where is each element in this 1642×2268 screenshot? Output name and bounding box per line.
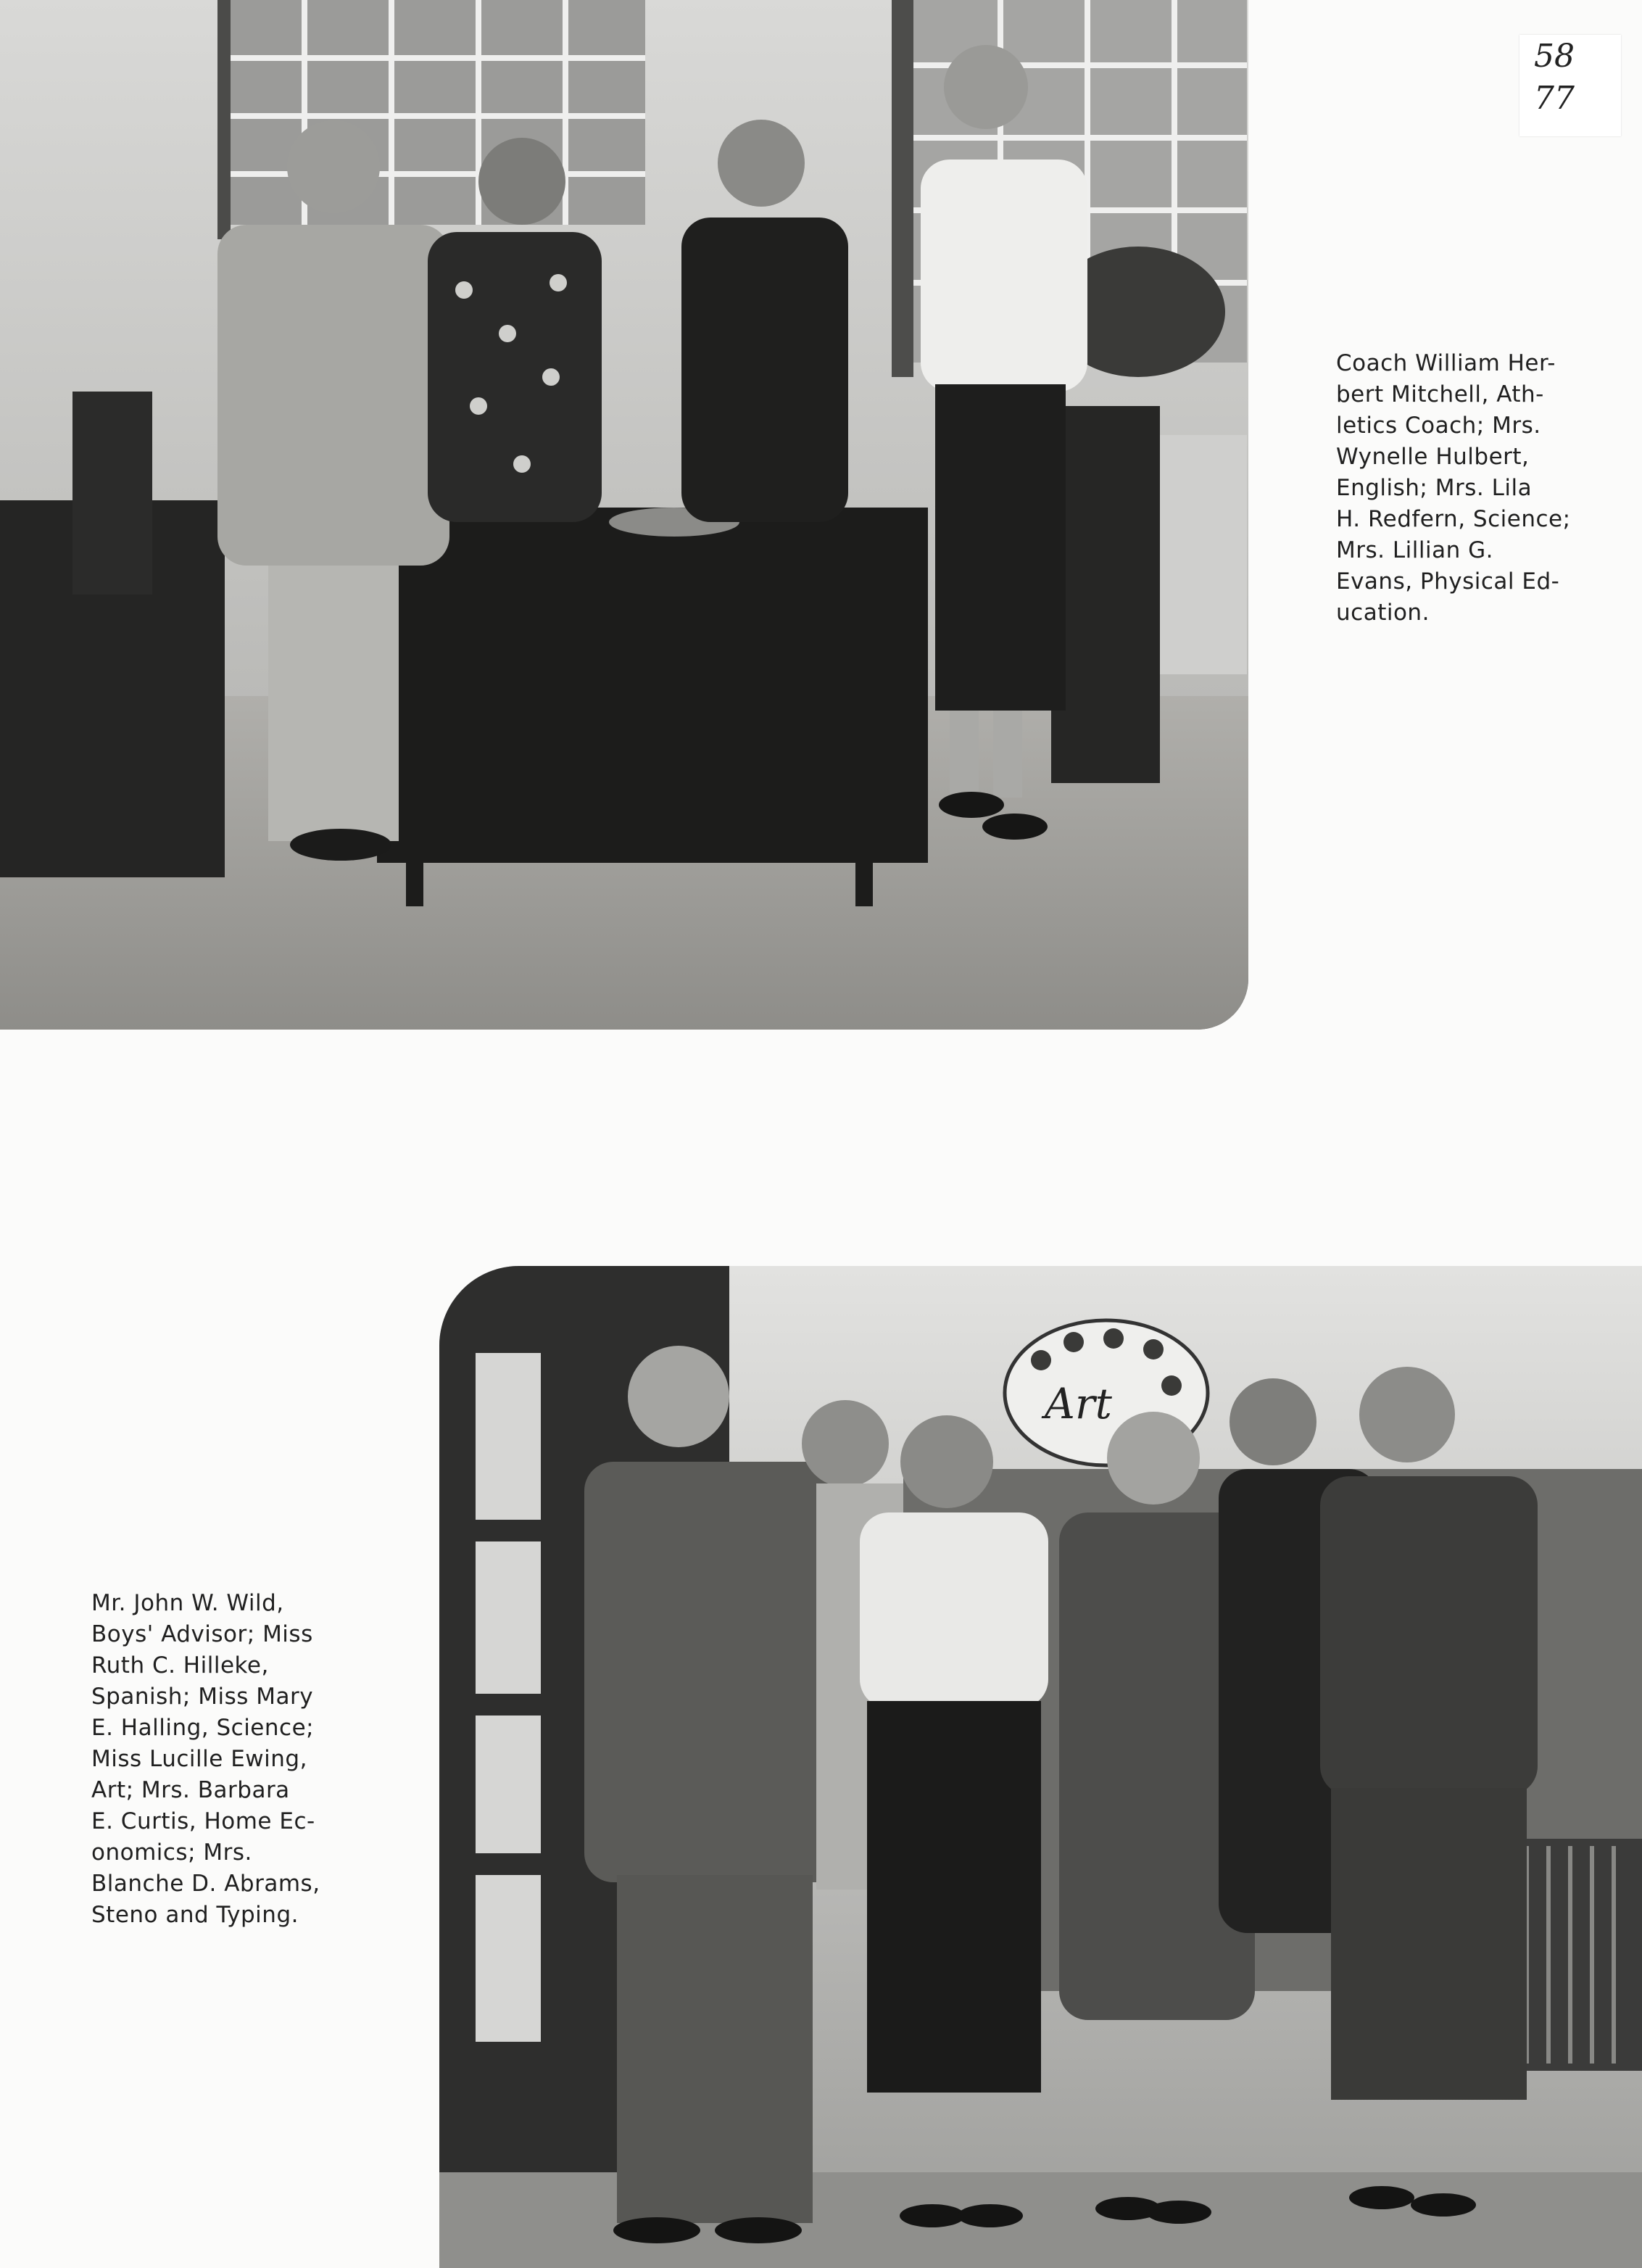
- page-note-line-1: 58: [1534, 38, 1575, 75]
- caption-line: Steno and Typing.: [91, 1902, 299, 1928]
- caption-line: Ruth C. Hilleke,: [91, 1652, 269, 1679]
- faculty-photo-top-illustration: [0, 0, 1248, 1030]
- caption-line: H. Redfern, Science;: [1336, 506, 1571, 532]
- caption-line: Art; Mrs. Barbara: [91, 1777, 290, 1803]
- caption-line: Boys' Advisor; Miss: [91, 1621, 313, 1647]
- caption-line: Miss Lucille Ewing,: [91, 1746, 307, 1772]
- caption-line: ucation.: [1336, 600, 1430, 626]
- caption-line: Spanish; Miss Mary: [91, 1684, 314, 1710]
- caption-line: Mrs. Lillian G.: [1336, 537, 1493, 563]
- caption-line: E. Halling, Science;: [91, 1715, 315, 1741]
- top-photo-caption: [1336, 348, 1590, 629]
- faculty-photo-top: [0, 0, 1248, 1030]
- caption-line: E. Curtis, Home Ec-: [91, 1808, 315, 1834]
- faculty-photo-bottom: [439, 1266, 1642, 2268]
- page-note-line-2: 77: [1534, 80, 1575, 117]
- art-poster-text: Art: [1045, 1379, 1112, 1428]
- page-number-note: [1519, 35, 1621, 136]
- faculty-photo-bottom-illustration: [439, 1266, 1642, 2268]
- caption-line: English; Mrs. Lila: [1336, 475, 1533, 501]
- caption-line: letics Coach; Mrs.: [1336, 413, 1541, 439]
- caption-line: Evans, Physical Ed-: [1336, 568, 1560, 595]
- bottom-photo-caption: [91, 1588, 351, 1931]
- caption-line: Blanche D. Abrams,: [91, 1871, 320, 1897]
- caption-line: bert Mitchell, Ath-: [1336, 381, 1544, 407]
- caption-line: onomics; Mrs.: [91, 1839, 252, 1866]
- caption-line: Coach William Her-: [1336, 350, 1556, 376]
- caption-line: Wynelle Hulbert,: [1336, 444, 1530, 470]
- caption-line: Mr. John W. Wild,: [91, 1590, 284, 1616]
